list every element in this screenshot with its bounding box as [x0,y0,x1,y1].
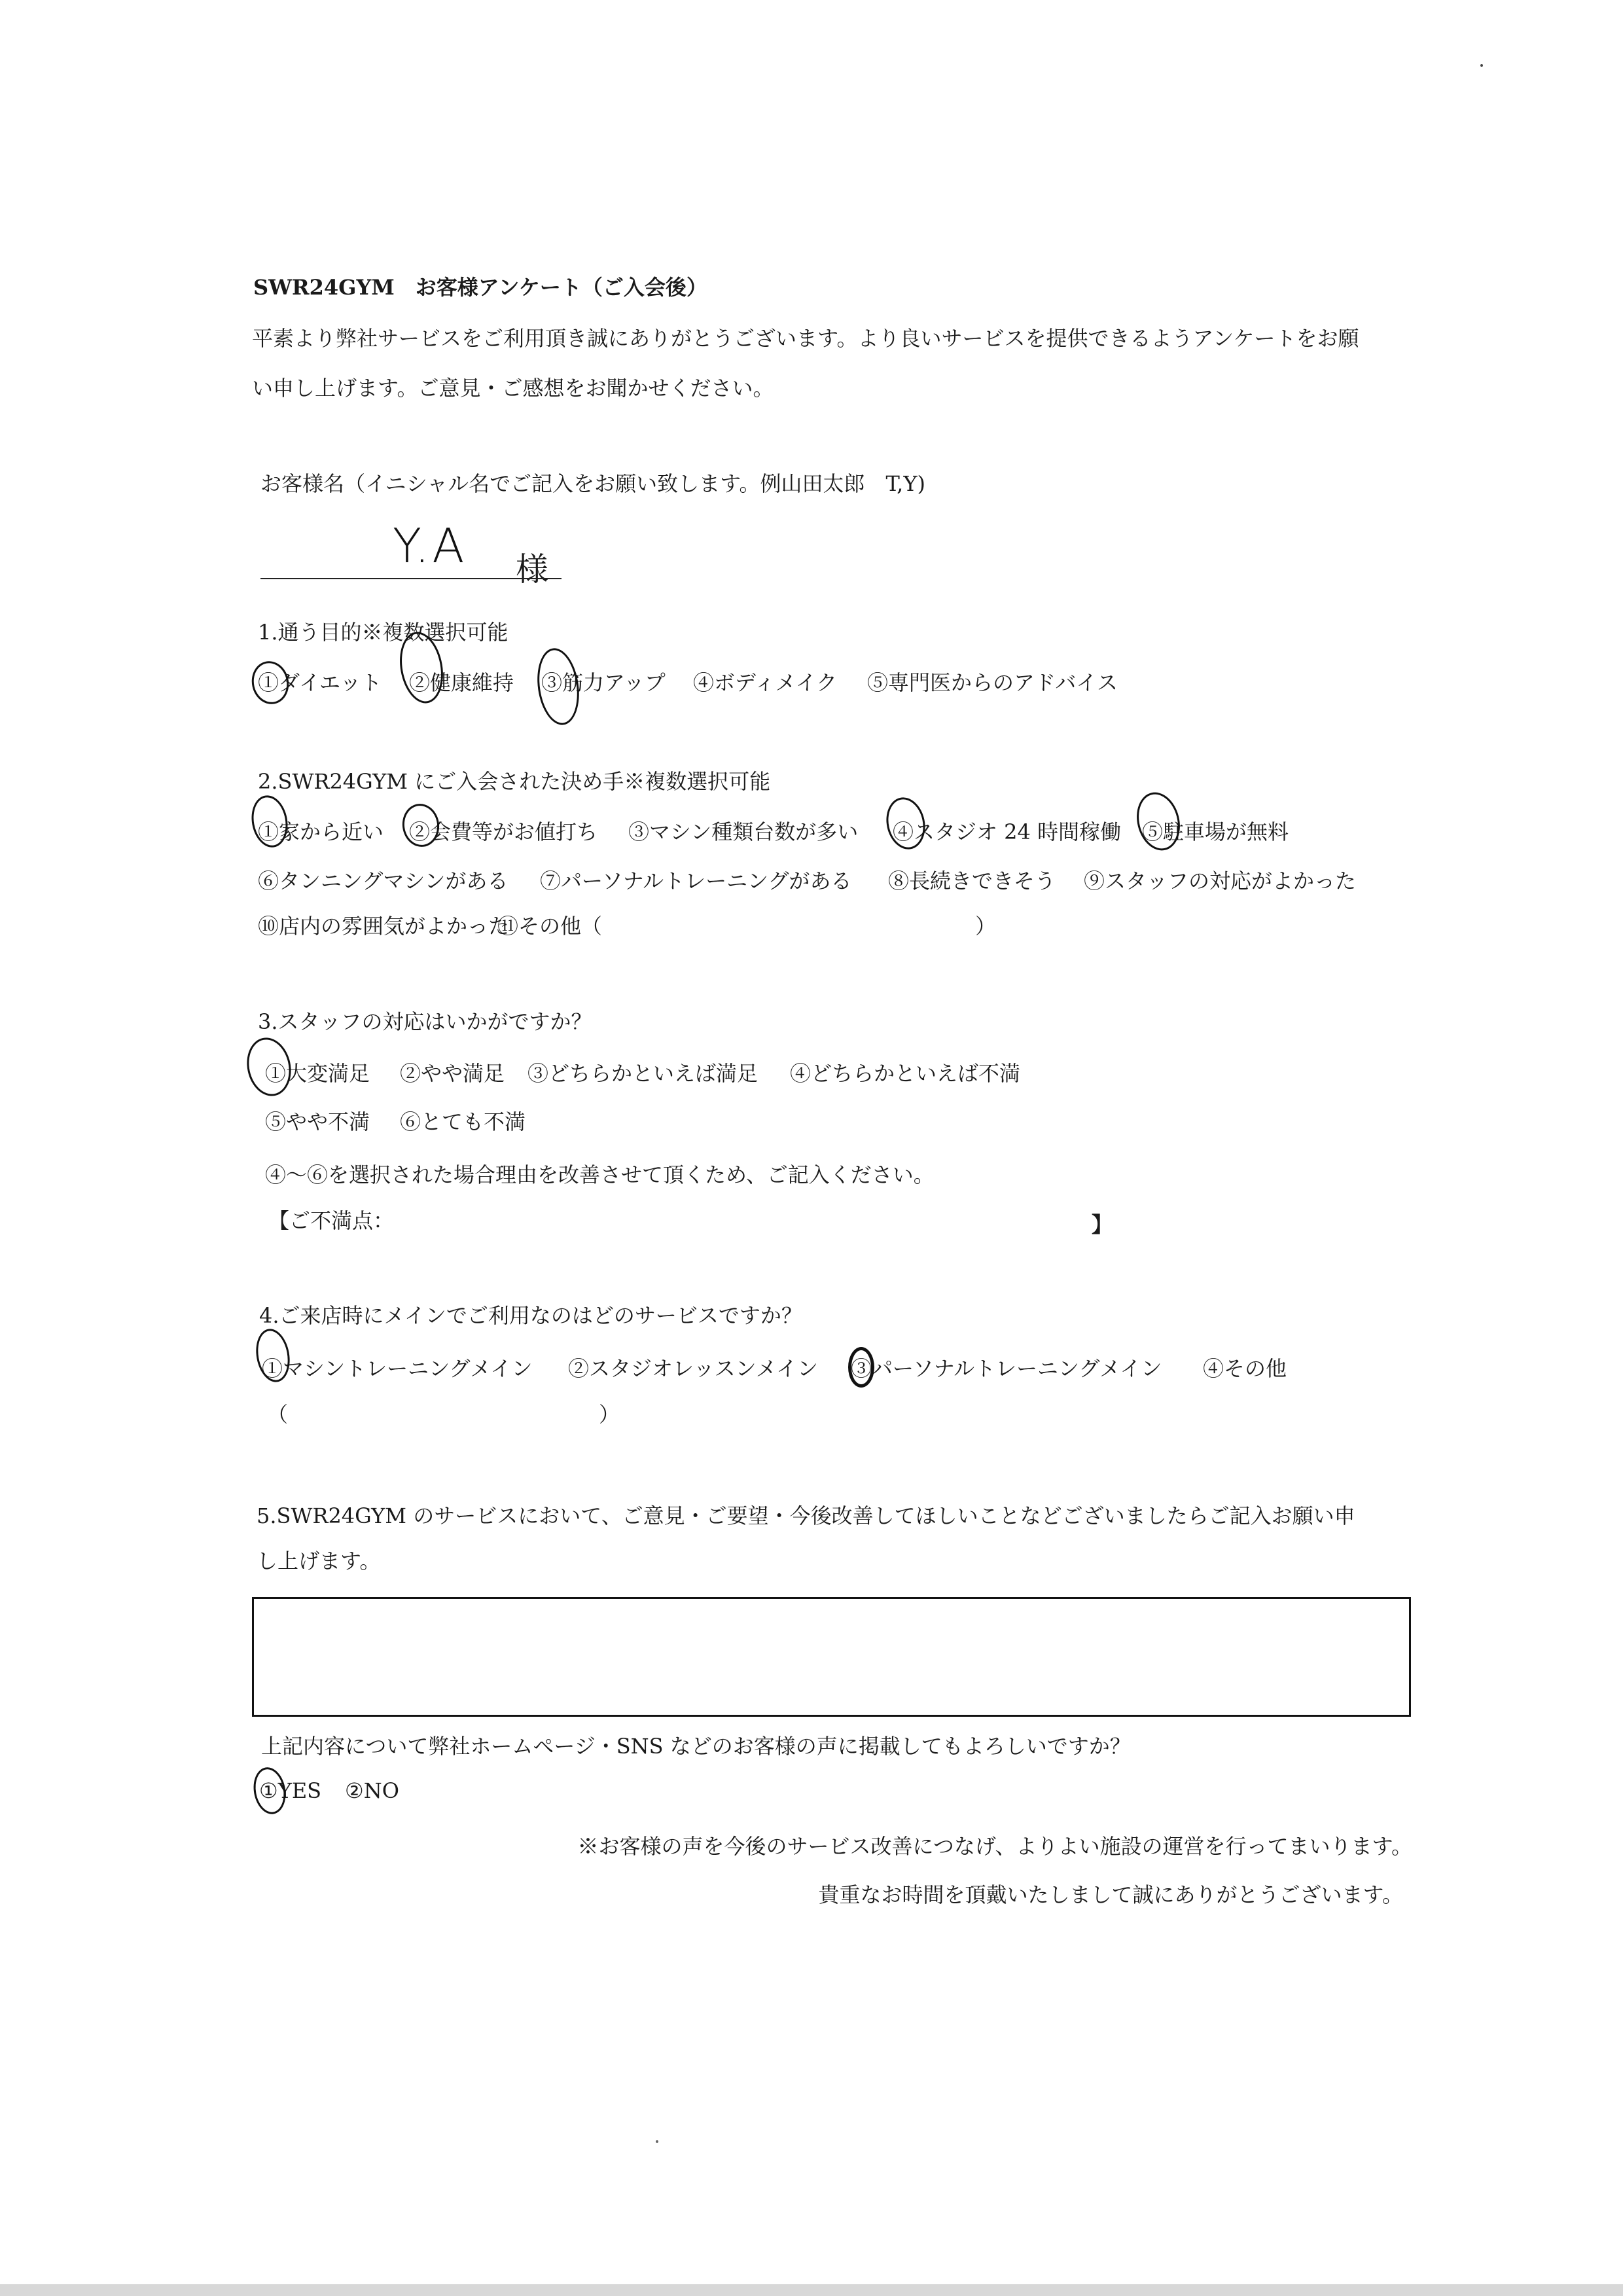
q4-mark-3 [848,1347,874,1388]
q4-option-1[interactable]: ①マシントレーニングメイン [262,1356,533,1381]
q4-option-4[interactable]: ④その他 [1203,1356,1287,1381]
q4-option-3[interactable]: ③パーソナルトレーニングメイン [851,1356,1162,1381]
name-suffix: 様 [516,550,548,588]
q4-option-2[interactable]: ②スタジオレッスンメイン [568,1356,819,1381]
closing-line-1: ※お客様の声を今後のサービス改善につなげ、よりよい施設の運営を行ってまいります。 [577,1834,1412,1859]
q2-mark-5 [1131,788,1186,855]
intro-line-2: い申し上げます。ご意見・ご感想をお聞かせください。 [252,376,774,401]
q2-option-11[interactable]: ⑪その他（ [497,914,603,939]
q2-option-1[interactable]: ①家から近い [258,819,384,844]
name-handwritten-value[interactable]: Y.A [393,518,467,573]
q2-option-6[interactable]: ⑥タンニングマシンがある [258,869,508,893]
q1-mark-3 [533,645,584,727]
scan-edge [0,2284,1623,2296]
q3-option-2[interactable]: ②やや満足 [400,1061,505,1086]
q1-option-3[interactable]: ③筋力アップ [541,670,666,695]
scan-speck [1480,64,1483,67]
q5-question-line-1: 5.SWR24GYM のサービスにおいて、ご意見・ご要望・今後改善してほしいことなどございましたらご記入お願い申 [257,1503,1355,1528]
q3-option-4[interactable]: ④どちらかといえば不満 [790,1061,1021,1086]
q3-option-1[interactable]: ①大変満足 [265,1061,370,1086]
q5-answer-box[interactable] [252,1597,1411,1717]
q2-option-7[interactable]: ⑦パーソナルトレーニングがある [540,869,852,893]
q3-mark-1 [241,1033,296,1100]
q3-question: 3.スタッフの対応はいかがですか？ [258,1009,592,1034]
consent-question: 上記内容について弊社ホームページ・SNS などのお客様の声に掲載してもよろしいですか？ [261,1734,1131,1759]
q3-option-6[interactable]: ⑥とても不満 [400,1109,526,1134]
name-underline [260,578,562,579]
name-label: お客様名（イニシャル名でご記入をお願い致します。例山田太郎 T,Y) [260,471,925,496]
q2-option-9[interactable]: ⑨スタッフの対応がよかった [1084,869,1357,893]
q2-option-5[interactable]: ⑤駐車場が無料 [1142,819,1289,844]
q3-option-5[interactable]: ⑤やや不満 [265,1109,370,1134]
q2-question: 2.SWR24GYM にご入会された決め手※複数選択可能 [258,769,771,794]
q2-other-close: ） [975,914,997,939]
q1-option-1[interactable]: ①ダイエット [258,670,382,695]
q1-option-2[interactable]: ②健康維持 [409,670,514,695]
q1-question: 1.通う目的※複数選択可能 [258,620,508,645]
consent-yes[interactable]: ①YES [259,1778,322,1803]
q2-option-2[interactable]: ②会費等がお値打ち [409,819,598,844]
consent-mark-yes [250,1765,289,1816]
q3-note: ④～⑥を選択された場合理由を改善させて頂くため、ご記入ください。 [265,1162,935,1187]
q4-other-open: （ [267,1402,289,1427]
closing-line-2: 貴重なお時間を頂戴いたしまして誠にありがとうございます。 [818,1882,1403,1907]
survey-title: SWR24GYM お客様アンケート（ご入会後） [253,275,707,300]
q2-option-4[interactable]: ④スタジオ 24 時間稼働 [893,819,1122,844]
q1-mark-1 [248,658,293,708]
scan-speck-bottom [656,2140,658,2143]
q2-option-8[interactable]: ⑧長続きできそう [888,869,1056,893]
q1-option-5[interactable]: ⑤専門医からのアドバイス [867,670,1118,695]
q4-other-close: ） [599,1402,620,1427]
q2-option-10[interactable]: ⑩店内の雰囲気がよかった [258,914,510,939]
intro-line-1: 平素より弊社サービスをご利用頂き誠にありがとうございます。より良いサービスを提供できるようアンケートをお願 [252,326,1359,351]
q3-complaint-close: 】 [1092,1212,1113,1237]
q2-option-3[interactable]: ③マシン種類台数が多い [628,819,859,844]
q1-option-4[interactable]: ④ボディメイク [693,670,838,695]
q3-complaint-label: 【ご不満点： [268,1208,395,1233]
q3-option-3[interactable]: ③どちらかといえば満足 [527,1061,758,1086]
consent-no[interactable]: ②NO [345,1778,399,1803]
q4-question: 4.ご来店時にメインでご利用なのはどのサービスですか？ [259,1303,802,1328]
q5-question-line-2: し上げます。 [257,1549,381,1573]
